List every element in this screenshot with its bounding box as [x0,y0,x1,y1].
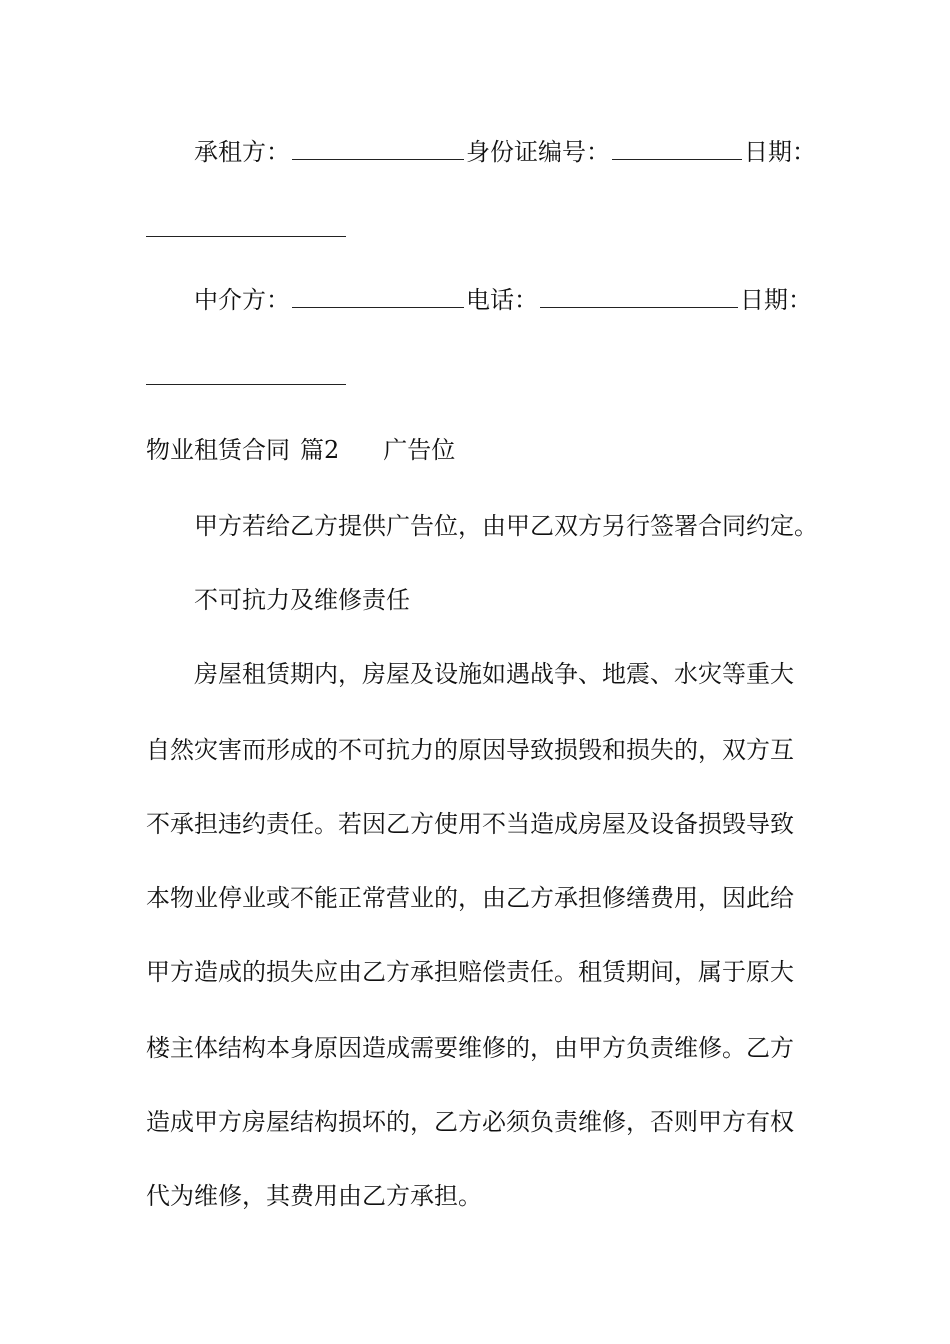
agent-phone-blank [540,285,738,308]
agent-name-blank [292,285,464,308]
agent-date-label: 日期： [740,286,812,314]
paragraph-line: 造成甲方房屋结构损坏的，乙方必须负责维修，否则甲方有权 [146,1108,794,1136]
paragraph-line: 楼主体结构本身原因造成需要维修的，由甲方负责维修。乙方 [146,1034,794,1062]
section-heading [146,434,826,466]
tenant-name-blank [292,137,464,160]
agent-phone-label: 电话： [466,286,538,314]
section-subtitle: 广告位 [383,436,456,464]
section-number: 篇2 [300,436,340,464]
paragraph-line: 不承担违约责任。若因乙方使用不当造成房屋及设备损毁导致 [146,810,794,838]
tenant-date-label: 日期： [744,138,816,166]
ad-clause-paragraph: 甲方若给乙方提供广告位，由甲乙双方另行签署合同约定。 [194,512,818,540]
tenant-id-blank [612,137,742,160]
paragraph-line: 甲方造成的损失应由乙方承担赔偿责任。租赁期间，属于原大 [146,958,794,986]
agent-date-blank [146,384,346,385]
tenant-id-label: 身份证编号： [466,138,610,166]
paragraph-line: 本物业停业或不能正常营业的，由乙方承担修缮费用，因此给 [146,884,794,912]
tenant-signature-line [194,136,874,168]
paragraph-line: 房屋租赁期内，房屋及设施如遇战争、地震、水灾等重大 [194,660,794,688]
force-majeure-heading: 不可抗力及维修责任 [194,586,410,614]
agent-label: 中介方： [194,286,290,314]
agent-signature-line [194,284,874,316]
tenant-date-blank [146,236,346,237]
section-title: 物业租赁合同 [146,436,290,464]
paragraph-line: 代为维修，其费用由乙方承担。 [146,1182,482,1210]
paragraph-line: 自然灾害而形成的不可抗力的原因导致损毁和损失的，双方互 [146,736,794,764]
tenant-label: 承租方： [194,138,290,166]
